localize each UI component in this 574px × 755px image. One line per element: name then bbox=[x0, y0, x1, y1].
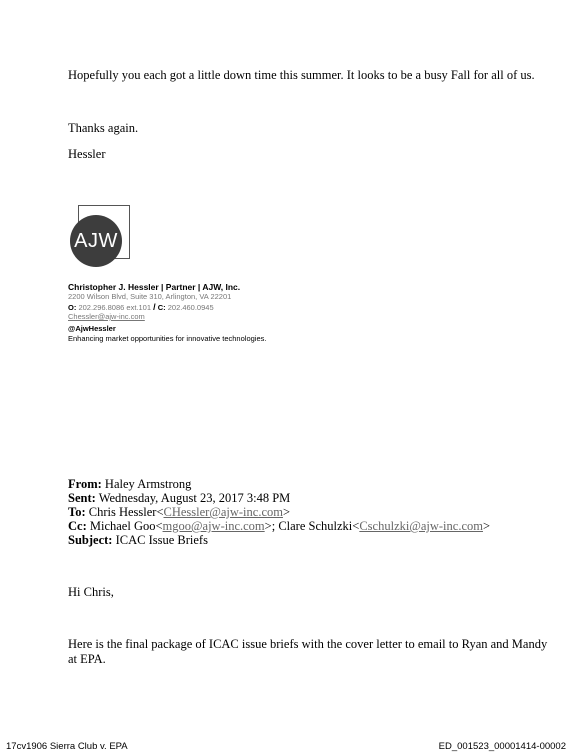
from-value: Haley Armstrong bbox=[104, 477, 192, 491]
cc1-name: Michael Goo bbox=[89, 519, 156, 533]
office-label: O: bbox=[68, 303, 77, 312]
message-line-2: at EPA. bbox=[68, 652, 106, 666]
to-label: To: bbox=[68, 505, 86, 519]
to-name: Chris Hessler bbox=[88, 505, 157, 519]
logo-text: AJW bbox=[70, 215, 122, 267]
signature-phones bbox=[68, 302, 214, 312]
sent-value: Wednesday, August 23, 2017 3:48 PM bbox=[98, 491, 291, 505]
message-line-1: Here is the final package of ICAC issue briefs with the cover letter to email to Ryan and Mandy bbox=[68, 637, 548, 651]
footer-case-label: 17cv1906 Sierra Club v. EPA bbox=[6, 741, 128, 752]
from-label: From: bbox=[68, 477, 102, 491]
to-line: To: Chris Hessler<CHessler@ajw-inc.com> bbox=[68, 505, 291, 519]
body-paragraph: Hopefully you each got a little down time this summer. It looks to be a busy Fall for all of us. bbox=[68, 68, 535, 82]
office-number: 202.296.8086 ext.101 bbox=[78, 303, 152, 312]
cell-number: 202.460.0945 bbox=[167, 303, 214, 312]
greeting: Hi Chris, bbox=[68, 585, 114, 599]
signature-address: 2200 Wilson Blvd, Suite 310, Arlington, VA 22201 bbox=[68, 292, 232, 301]
sent-label: Sent: bbox=[68, 491, 96, 505]
cc-line: Cc: Michael Goo<mgoo@ajw-inc.com>; Clare Schulzki<Cschulzki@ajw-inc.com> bbox=[68, 519, 491, 533]
subject-line bbox=[68, 532, 208, 548]
to-email-link[interactable]: CHessler@ajw-inc.com bbox=[163, 505, 283, 519]
cc2-name: Clare Schulzki bbox=[278, 519, 353, 533]
ajw-logo bbox=[70, 205, 130, 265]
cc-label: Cc: bbox=[68, 519, 87, 533]
subject-value: ICAC Issue Briefs bbox=[115, 533, 208, 547]
cell-label: C: bbox=[157, 303, 166, 312]
thanks-line: Thanks again. bbox=[68, 121, 139, 135]
signature-twitter[interactable]: @AjwHessler bbox=[68, 324, 116, 333]
subject-label: Subject: bbox=[68, 533, 113, 547]
phone-separator: / bbox=[153, 302, 156, 312]
footer-doc-id: ED_001523_00001414-00002 bbox=[438, 741, 566, 752]
signature-name: Christopher J. Hessler | Partner | AJW, Inc. bbox=[68, 282, 241, 292]
signature-email-link[interactable]: Chessler@ajw-inc.com bbox=[68, 312, 145, 321]
cc2-email-link[interactable]: Cschulzki@ajw-inc.com bbox=[359, 519, 483, 533]
signature-tagline: Enhancing market opportunities for innovative technologies. bbox=[68, 334, 267, 343]
signoff-name: Hessler bbox=[68, 147, 106, 161]
cc1-email-link[interactable]: mgoo@ajw-inc.com bbox=[162, 519, 265, 533]
